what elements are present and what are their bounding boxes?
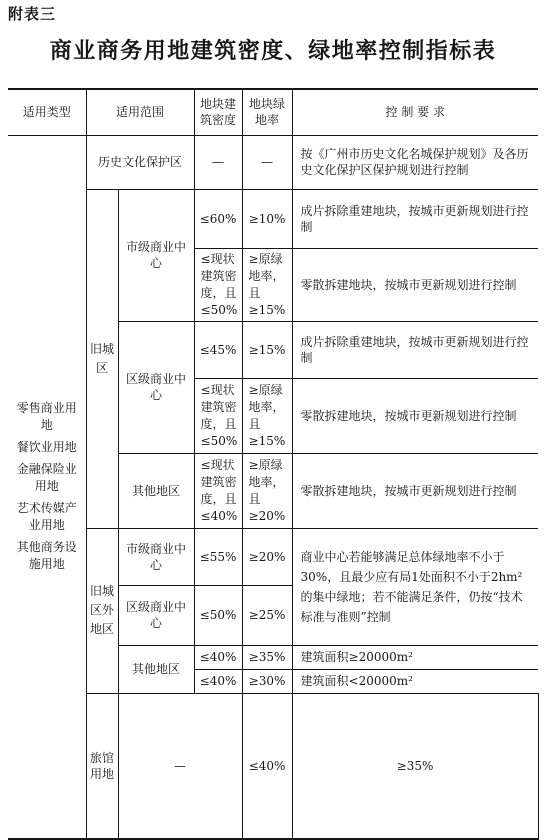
green-oc-city-1: ≥10% [242,189,292,248]
green-out-city: ≥20% [242,528,292,585]
category-finance: 金融保险业用地 [16,462,77,493]
scope-historic: 历史文化保护区 [86,135,194,189]
density-historic: — [194,135,242,189]
green-oc-city-2: ≥原绿地率，且≥15% [242,248,292,321]
subzone-other-out: 其他地区 [118,645,194,693]
density-oc-dist-2: ≤现状建筑密度，且≤50% [194,378,242,453]
category-catering: 餐饮业用地 [16,440,77,454]
req-historic: 按《广州市历史文化名城保护规划》及各历史文化保护区保护规划进行控制 [292,135,538,189]
page-title: 商业商务用地建筑密度、绿地率控制指标表 [49,39,497,64]
table-row [8,189,538,248]
density-out-other-2: ≤40% [194,669,242,693]
header-scope: 适用范围 [86,89,194,135]
req-oc-dist-2: 零散拆建地块，按城市更新规划进行控制 [292,378,538,453]
category-hotel: 旅馆用地 [86,693,118,839]
green-out-dist: ≥25% [242,585,292,645]
green-hotel: ≥35% [292,693,538,839]
category-commercial-cell [8,135,86,839]
req-out-center: 商业中心若能够满足总体绿地率不小于30%，且最少应有局1处面积不小于2hm²的集中绿地；若不能满足条件，仍按“技术标准与准则”控制 [292,528,538,645]
req-oc-dist-1: 成片拆除重建地块，按城市更新规划进行控制 [292,321,538,378]
header-type: 适用类型 [8,89,86,135]
density-out-city: ≤55% [194,528,242,585]
zone-old-city: 旧城区 [86,189,118,528]
density-out-other-1: ≤40% [194,645,242,669]
green-historic: — [242,135,292,189]
green-oc-dist-1: ≥15% [242,321,292,378]
header-green: 地块绿地率 [242,89,292,135]
req-oc-city-2: 零散拆建地块，按城市更新规划进行控制 [292,248,538,321]
subzone-city-center: 市级商业中心 [118,189,194,321]
table-row [8,693,538,839]
header-requirement: 控 制 要 求 [292,89,538,135]
appendix-label: 附表三 [8,5,57,23]
density-oc-city-2: ≤现状建筑密度，且≤50% [194,248,242,321]
green-oc-other: ≥原绿地率，且≥20% [242,453,292,528]
category-retail: 零售商业用地 [16,401,77,432]
req-out-other-2: 建筑面积<20000m² [292,669,538,693]
zone-outside-old-city: 旧城区外地区 [86,528,118,693]
green-out-other-1: ≥35% [242,645,292,669]
header-row [8,89,538,135]
green-oc-dist-2: ≥原绿地率，且≥15% [242,378,292,453]
req-out-other-1: 建筑面积≥20000m² [292,645,538,669]
green-out-other-2: ≥30% [242,669,292,693]
density-oc-city-1: ≤60% [194,189,242,248]
header-density: 地块建筑密度 [194,89,242,135]
table-row [8,528,538,585]
category-media: 艺术传媒产业用地 [16,501,77,532]
req-oc-city-1: 成片拆除重建地块，按城市更新规划进行控制 [292,189,538,248]
subzone-city-center-out: 市级商业中心 [118,528,194,585]
subzone-other-old: 其他地区 [118,453,194,528]
subzone-district-center: 区级商业中心 [118,321,194,453]
req-oc-other: 零散拆建地块，按城市更新规划进行控制 [292,453,538,528]
control-index-table [8,88,538,840]
density-oc-dist-1: ≤45% [194,321,242,378]
scope-hotel: — [118,693,242,839]
density-hotel: ≤40% [242,693,292,839]
density-oc-other: ≤现状建筑密度，且≤40% [194,453,242,528]
subzone-district-center-out: 区级商业中心 [118,585,194,645]
category-business: 其他商务设施用地 [16,540,77,571]
table-row [8,135,538,189]
density-out-dist: ≤50% [194,585,242,645]
